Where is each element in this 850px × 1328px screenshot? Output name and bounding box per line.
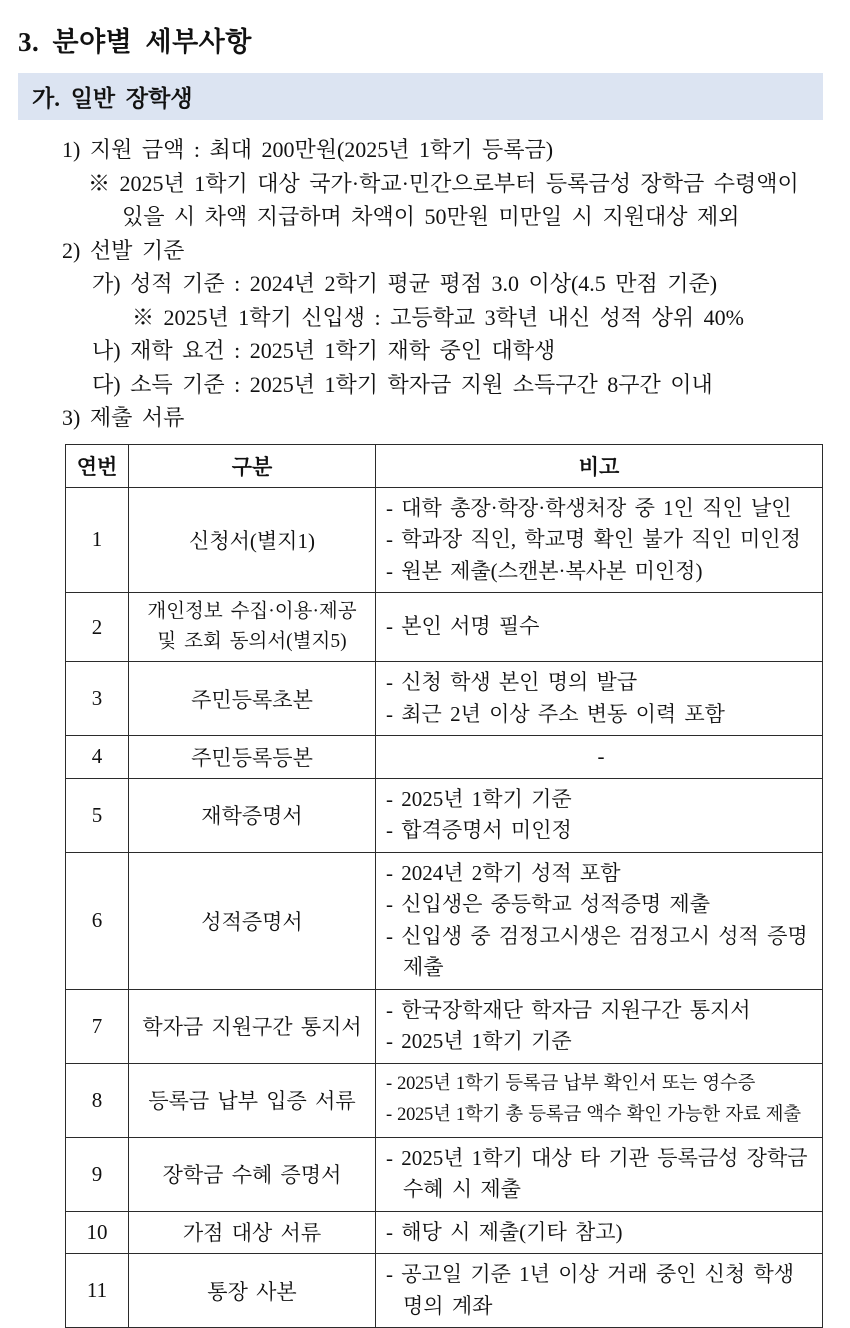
row-remarks: [376, 852, 823, 989]
row-number: 2: [66, 593, 129, 662]
table-row: [66, 989, 823, 1063]
row-category: 통장 사본: [129, 1254, 376, 1328]
row-number: 7: [66, 989, 129, 1063]
row-number: 4: [66, 736, 129, 779]
table-header-row: [66, 444, 823, 487]
row-number: 9: [66, 1137, 129, 1211]
detail-line-income: 다) 소득 기준 : 2025년 1학기 학자금 지원 소득구간 8구간 이내: [0, 368, 850, 402]
row-number: 5: [66, 778, 129, 852]
table-row: [66, 593, 823, 662]
remark-line: - 신입생 중 검정고시생은 검정고시 성적 증명 제출: [386, 921, 816, 984]
row-category: 개인정보 수집·이용·제공 및 조회 동의서(별지5): [129, 593, 376, 662]
remark-line: - 해당 시 제출(기타 참고): [386, 1217, 816, 1249]
detail-line-amount-note-2: 있을 시 차액 지급하며 차액이 50만원 미만일 시 지원대상 제외: [0, 200, 850, 234]
details-list: [0, 133, 850, 435]
row-remarks: [376, 1211, 823, 1254]
remark-line: - 합격증명서 미인정: [386, 815, 816, 847]
row-number: 10: [66, 1211, 129, 1254]
remark-line: - 신입생은 중등학교 성적증명 제출: [386, 889, 816, 921]
row-remarks: [376, 487, 823, 593]
row-category: 주민등록등본: [129, 736, 376, 779]
header-category: 구분: [129, 444, 376, 487]
remark-line: - 학과장 직인, 학교명 확인 불가 직인 미인정: [386, 524, 816, 556]
remark-line: - 본인 서명 필수: [386, 611, 816, 643]
table-row: [66, 1063, 823, 1137]
detail-line-grade-note: ※ 2025년 1학기 신입생 : 고등학교 3학년 내신 성적 상위 40%: [0, 301, 850, 335]
remark-line: - 공고일 기준 1년 이상 거래 중인 신청 학생 명의 계좌: [386, 1259, 816, 1322]
detail-line-amount: 1) 지원 금액 : 최대 200만원(2025년 1학기 등록금): [0, 133, 850, 167]
table-row: [66, 852, 823, 989]
row-remarks: [376, 1063, 823, 1137]
documents-table: [65, 444, 823, 1328]
remark-line: - 2025년 1학기 총 등록금 액수 확인 가능한 자료 제출: [386, 1100, 816, 1132]
page-title: 3. 분야별 세부사항: [0, 20, 850, 59]
row-number: 1: [66, 487, 129, 593]
section-header: 가. 일반 장학생: [18, 73, 823, 120]
row-remarks: [376, 593, 823, 662]
detail-line-enroll: 나) 재학 요건 : 2025년 1학기 재학 중인 대학생: [0, 334, 850, 368]
table-row: [66, 1254, 823, 1328]
row-number: 6: [66, 852, 129, 989]
table-row: [66, 778, 823, 852]
row-category: 재학증명서: [129, 778, 376, 852]
table-row: [66, 1211, 823, 1254]
remark-line: -: [386, 741, 816, 773]
row-remarks: [376, 1137, 823, 1211]
row-number: 11: [66, 1254, 129, 1328]
row-number: 8: [66, 1063, 129, 1137]
row-number: 3: [66, 662, 129, 736]
remark-line: - 2025년 1학기 대상 타 기관 등록금성 장학금 수혜 시 제출: [386, 1143, 816, 1206]
table-row: [66, 662, 823, 736]
remark-line: - 2025년 1학기 등록금 납부 확인서 또는 영수증: [386, 1069, 816, 1101]
row-remarks: [376, 736, 823, 779]
remark-line: - 한국장학재단 학자금 지원구간 통지서: [386, 995, 816, 1027]
table-row: [66, 487, 823, 593]
table-row: [66, 1137, 823, 1211]
remark-line: - 2025년 1학기 기준: [386, 784, 816, 816]
remark-line: - 대학 총장·학장·학생처장 중 1인 직인 날인: [386, 493, 816, 525]
header-no: 연번: [66, 444, 129, 487]
header-remarks: 비고: [376, 444, 823, 487]
row-category: 장학금 수혜 증명서: [129, 1137, 376, 1211]
detail-line-amount-note-1: ※ 2025년 1학기 대상 국가·학교·민간으로부터 등록금성 장학금 수령액이: [0, 167, 850, 201]
remark-line: - 최근 2년 이상 주소 변동 이력 포함: [386, 699, 816, 731]
remark-line: - 2024년 2학기 성적 포함: [386, 858, 816, 890]
detail-line-grade: 가) 성적 기준 : 2024년 2학기 평균 평점 3.0 이상(4.5 만점 기준): [0, 267, 850, 301]
row-category: 신청서(별지1): [129, 487, 376, 593]
remark-line: - 2025년 1학기 기준: [386, 1026, 816, 1058]
table-row: [66, 736, 823, 779]
row-category: 성적증명서: [129, 852, 376, 989]
row-category: 학자금 지원구간 통지서: [129, 989, 376, 1063]
detail-line-criteria: 2) 선발 기준: [0, 234, 850, 268]
remark-line: - 신청 학생 본인 명의 발급: [386, 667, 816, 699]
row-remarks: [376, 1254, 823, 1328]
row-category: 주민등록초본: [129, 662, 376, 736]
row-remarks: [376, 662, 823, 736]
row-category: 등록금 납부 입증 서류: [129, 1063, 376, 1137]
detail-line-documents: 3) 제출 서류: [0, 401, 850, 435]
row-remarks: [376, 778, 823, 852]
row-category: 가점 대상 서류: [129, 1211, 376, 1254]
row-remarks: [376, 989, 823, 1063]
remark-line: - 원본 제출(스캔본·복사본 미인정): [386, 556, 816, 588]
